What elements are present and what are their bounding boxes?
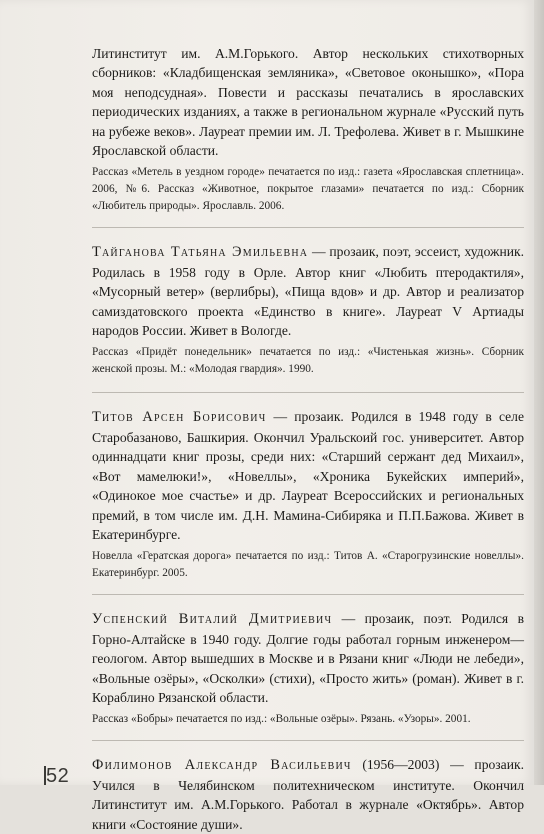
entry-bio — [92, 242, 524, 340]
author-name: Успенский Виталий Дмитриевич — [92, 611, 333, 628]
entry-continuation — [92, 44, 524, 228]
entry-bio-text: — прозаик. Родился в 1948 году в селе Старобазаново, Башкирия. Окончил Уральскоий гос. университет. Автор одиннадцати книг прозы, среди них: «Старший сержант дед Михаил», «Вот мамелюки!», «Новеллы», «Хроника Букейских империй», «Одинокое мое счастье» и др. Лауреат Всероссийских и региональных премий, в том числе им. Д.Н. Мамина-Сибиряка и П.П.Бажова. Живет в Екатеринбурге. — [92, 409, 524, 542]
author-name: Титов Арсен Борисович — [92, 409, 267, 426]
entry-divider — [92, 740, 524, 741]
entry-bio-text: — прозаик, поэт. Родился в Горно-Алтайске в 1940 году. Долгие годы работал горным инженером—геологом. Автор вышедших в Москве и в Рязани книг «Люди не лебеди», «Вольные озёры», «Осколки» (стихи), «Просто жить» (роман). Живет в г. Кораблино Рязанской области. — [92, 611, 524, 705]
entry-note: Рассказ «Метель в уездном городе» печатается по изд.: газета «Ярославская сплетница». 2006, №6. Рассказ «Животное, покрытое глазами» печатается по изд.: Сборник «Любитель природы». Ярославль. 2006. — [92, 166, 524, 213]
entry-divider — [92, 227, 524, 228]
entry-divider — [92, 392, 524, 393]
page-number: 52 — [46, 765, 70, 787]
entry-note: Рассказ «Придёт понедельник» печатается по изд.: «Чистенькая жизнь». Сборник женской прозы. М.: «Молодая гвардия». 1990. — [92, 346, 524, 376]
entry-bio — [92, 609, 524, 707]
entry-uspensky — [92, 609, 524, 741]
entry-bio-text: Литинститут им. А.М.Горького. Автор нескольких стихотворных сборников: «Кладбищенская земляника», «Световое оконышко», «Пора моя неподсудная». Повести и рассказы печатались в ярославских периодических изданиях, а также в региональном журнале «Русский путь на рубеже веков». Лауреат премии им. Л. Трефолева. Живет в г. Мышкине Ярославской области. — [92, 46, 524, 159]
entry-bio — [92, 407, 524, 544]
entry-filimonov — [92, 755, 524, 834]
entry-titov — [92, 407, 524, 595]
entry-bio-text: — прозаик, поэт, эссеист, художник. Родилась в 1958 году в Орле. Автор книг «Любить птеродактиля», «Мусорный ветер» (верлибры), «Пища вдов» и др. Автор и реализатор самиздатовского проекта «Единство в книге». Лауреат V Артиады народов России. Живет в Вологде. — [92, 244, 524, 339]
author-name: Филимонов Александр Васильевич — [92, 757, 352, 774]
entry-bio — [92, 44, 524, 160]
entry-note: Рассказ «Бобры» печатается по изд.: «Вольные озёры». Рязань. «Узоры». 2001. — [92, 713, 471, 726]
author-name: Тайганова Татьяна Эмильевна — [92, 244, 309, 261]
entry-divider — [92, 594, 524, 595]
page-edge — [534, 0, 544, 785]
entry-bio-text: (1956—2003) — прозаик. Учился в Челябинском политехническом институте. Окончил Литинститут им. А.М.Горького. Работал в журнале «Октябрь». Автор книги «Состояние души». — [92, 757, 524, 832]
entry-taiganova — [92, 242, 524, 393]
entry-note: Новелла «Гератская дорога» печатается по изд.: Титов А. «Старогрузинские новеллы». Екатеринбург. 2005. — [92, 550, 524, 580]
entry-bio — [92, 755, 524, 834]
page-content — [92, 44, 524, 834]
